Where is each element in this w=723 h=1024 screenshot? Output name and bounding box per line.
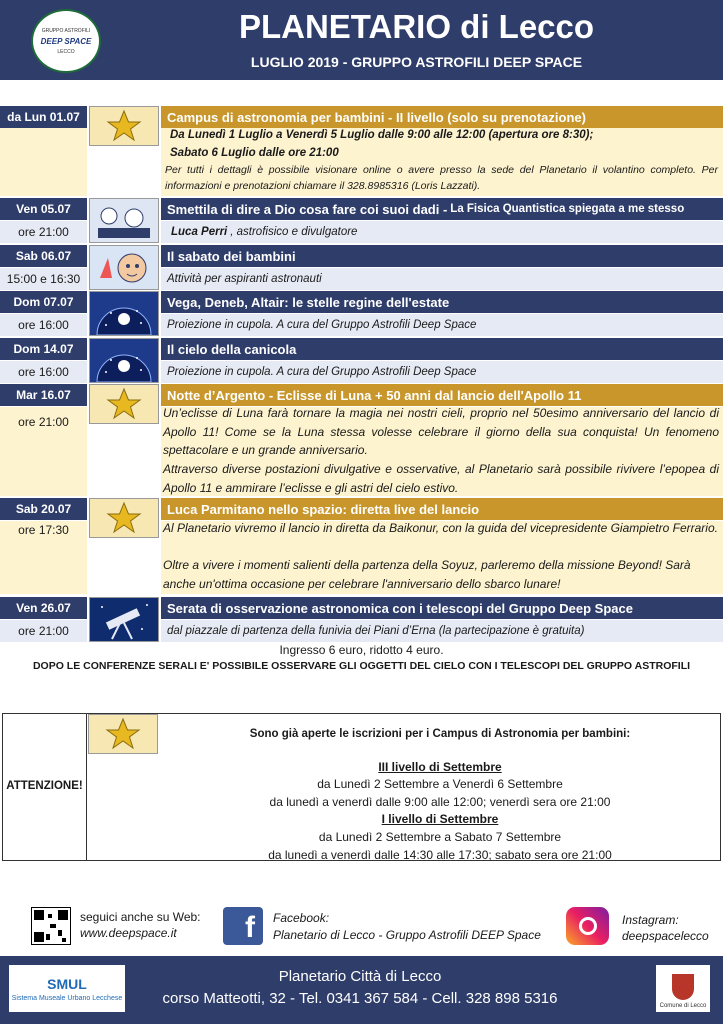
event-1-desc: Per tutti i dettagli è possibile visionare online o avere presso la sede del Planetario il volantino completo. Per informazioni e prenotazioni chiamare il 328.8985316 (Loris Lazzati). (165, 164, 718, 192)
dome-projection-icon (89, 291, 159, 336)
notice: DOPO LE CONFERENZE SERALI E' POSSIBILE OSSERVARE GLI OGGETTI DEL CIELO CON I TELESCOPI DEL GRUPPO ASTROFILI (32, 660, 691, 672)
event-1-line1: Da Lunedì 1 Luglio a Venerdì 5 Luglio dalle 9:00 alle 12:00 (apertura ore 8:30); (170, 129, 594, 141)
comune-text: Comune di Lecco (659, 1003, 707, 1009)
event-4-desc: Proiezione in cupola. A cura del Gruppo Astrofili Deep Space (161, 314, 723, 336)
dome-projection-icon (89, 338, 159, 383)
comune-logo (656, 965, 710, 1012)
page-subtitle: LUGLIO 2019 - GRUPPO ASTROFILI DEEP SPACE (250, 54, 583, 70)
qr-code-icon[interactable] (31, 907, 71, 945)
event-8-time: ore 21:00 (0, 620, 87, 642)
facebook-name[interactable]: Planetario di Lecco - Gruppo Astrofili DEEP Space (273, 928, 541, 942)
event-2-title-main: Smettila di dire a Dio cosa fare coi suoi dadi - (167, 201, 448, 217)
event-5-title: Il cielo della canicola (161, 338, 723, 360)
level3-hours: da lunedì a venerdì dalle 9:00 alle 12:00; venerdì sera ore 21:00 (269, 795, 611, 809)
level1-dates: da Lunedì 2 Settembre a Sabato 7 Settembre (318, 830, 562, 844)
footer-line2: corso Matteotti, 32 - Tel. 0341 367 584 - Cell. 328 898 5316 (162, 990, 558, 1007)
star-icon (89, 498, 159, 538)
event-1-date: da Lun 01.07 (0, 106, 87, 128)
header-bar (0, 0, 723, 80)
footer-line1: Planetario Città di Lecco (278, 968, 442, 985)
event-7-time: ore 17:30 (0, 521, 87, 594)
level3-dates: da Lunedì 2 Settembre a Venerdì 6 Settembre (317, 777, 563, 791)
instagram-lens (579, 917, 597, 935)
prices: Ingresso 6 euro, ridotto 4 euro. (279, 643, 444, 657)
event-2-title (161, 198, 723, 220)
event-2-title-small: La Fisica Quantistica spiegata a me stesso (450, 203, 685, 215)
coat-of-arms-icon (672, 974, 694, 1000)
event-3-time: 15:00 e 16:30 (0, 268, 87, 290)
event-1-title: Campus di astronomia per bambini - II livello (solo su prenotazione) (161, 106, 723, 128)
event-8-title: Serata di osservazione astronomica con i telescopi del Gruppo Deep Space (161, 597, 723, 619)
instagram-icon[interactable] (566, 907, 609, 945)
star-icon (89, 384, 159, 424)
event-2-time: ore 21:00 (0, 221, 87, 243)
event-6-date: Mar 16.07 (0, 384, 87, 406)
scientist-icon (89, 198, 159, 243)
event-4-title: Vega, Deneb, Altair: le stelle regine dell'estate (161, 291, 723, 313)
event-1-line2: Sabato 6 Luglio dalle ore 21:00 (170, 147, 339, 159)
smul-short: SMUL (47, 975, 87, 992)
event-7-desc2: Oltre a vivere i momenti salienti della partenza della Soyuz, parleremo della missione Beyond! Sarà anche un'ottima occasione per celebrare l'anniversario dello sbarco lunare! (163, 558, 691, 591)
event-7-title: Luca Parmitano nello spazio: diretta live del lancio (161, 498, 723, 520)
event-2-date: Ven 05.07 (0, 198, 87, 220)
event-5-time: ore 16:00 (0, 361, 87, 383)
telescope-icon (89, 597, 159, 642)
web-label: seguici anche su Web: (80, 910, 201, 924)
event-5-desc: Proiezione in cupola. A cura del Gruppo Astrofili Deep Space (161, 361, 723, 383)
event-5-date: Dom 14.07 (0, 338, 87, 360)
smul-full: Sistema Museale Urbano Lecchese (11, 994, 123, 1002)
logo-top-text: GRUPPO ASTROFILI (41, 27, 91, 34)
logo-bottom-text: LECCO (57, 48, 75, 55)
attention-intro: Sono già aperte le iscrizioni per i Campus di Astronomia per bambini: (249, 728, 631, 740)
event-4-time: ore 16:00 (0, 314, 87, 336)
event-2-body (161, 221, 723, 243)
event-4-date: Dom 07.07 (0, 291, 87, 313)
astronaut-kid-icon (89, 245, 159, 290)
event-8-desc: dal piazzale di partenza della funivia dei Piani d’Erna (la partecipazione è gratuita) (161, 620, 723, 642)
event-1-side (0, 128, 87, 196)
page-title: PLANETARIO di Lecco (238, 8, 595, 45)
event-7-date: Sab 20.07 (0, 498, 87, 520)
logo (31, 9, 101, 73)
logo-main-text: DEEP SPACE (40, 36, 92, 46)
star-icon (88, 714, 158, 754)
event-6-desc2: Attraverso diverse postazioni divulgative e osservative, al Planetario sarà possibile rivivere l’epopea di Apollo 11 e ammirare l’eclisse e gli astri del cielo estivo. (163, 462, 719, 495)
event-2-speaker-role: , astrofisico e divulgatore (230, 225, 358, 238)
event-3-title: Il sabato dei bambini (161, 245, 723, 267)
level1-title: I livello di Settembre (381, 812, 499, 826)
event-6-time: ore 21:00 (0, 407, 87, 496)
event-6-desc1: Un’eclisse di Luna farà tornare la magia nei nostri cieli, proprio nel 50esimo anniversario del lancio di Apollo 11! Come se la Luna stessa volesse celebrare il giorno della sua conquista! Un fenomeno spettacolare e un grande anniversario. (163, 406, 719, 457)
attention-divider (86, 713, 87, 861)
level1-hours: da lunedì a venerdì dalle 14:30 alle 17:30; sabato sera ore 21:00 (268, 848, 612, 862)
event-8-date: Ven 26.07 (0, 597, 87, 619)
instagram-name[interactable]: deepspacelecco (622, 929, 709, 943)
event-2-speaker: Luca Perri (171, 225, 228, 238)
event-3-desc: Attività per aspiranti astronauti (161, 268, 723, 290)
attention-label: ATTENZIONE! (6, 780, 83, 792)
event-7-desc1: Al Planetario vivremo il lancio in diretta da Baikonur, con la guida del vicepresidente Giampietro Ferrario. (163, 521, 718, 535)
facebook-label: Facebook: (273, 911, 330, 925)
instagram-label: Instagram: (622, 913, 679, 927)
event-6-title: Notte d’Argento - Eclisse di Luna + 50 anni dal lancio dell'Apollo 11 (161, 384, 723, 406)
star-icon (89, 106, 159, 146)
level3-title: III livello di Settembre (378, 760, 502, 774)
web-url[interactable]: www.deepspace.it (80, 926, 177, 940)
facebook-icon[interactable]: f (223, 907, 263, 945)
smul-logo (9, 965, 125, 1012)
event-3-date: Sab 06.07 (0, 245, 87, 267)
